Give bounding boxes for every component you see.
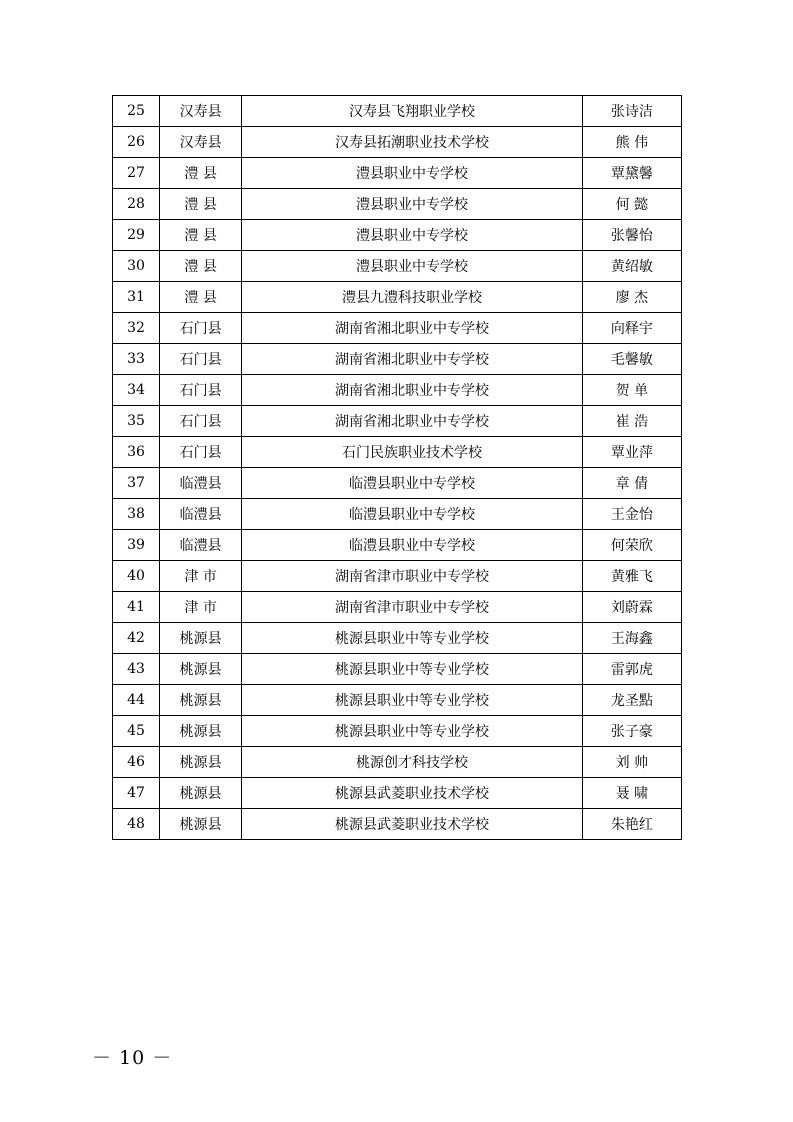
row-number: 31 [113, 282, 160, 313]
county-cell: 桃源县 [160, 778, 242, 809]
table-row [113, 747, 682, 778]
row-number: 44 [113, 685, 160, 716]
row-number: 48 [113, 809, 160, 840]
school-cell: 澧县职业中专学校 [242, 251, 583, 282]
county-cell: 桃源县 [160, 685, 242, 716]
school-cell: 桃源创才科技学校 [242, 747, 583, 778]
table-row [113, 437, 682, 468]
table-body [113, 96, 682, 840]
student-name-cell: 贺 单 [582, 375, 681, 406]
table-row [113, 592, 682, 623]
table-row [113, 96, 682, 127]
row-number: 34 [113, 375, 160, 406]
county-cell: 桃源县 [160, 716, 242, 747]
student-name-cell: 刘蔚霖 [582, 592, 681, 623]
student-name-cell: 黄雅飞 [582, 561, 681, 592]
table-row [113, 158, 682, 189]
page-number: － 10 － [92, 1047, 173, 1069]
student-name-cell: 向释宇 [582, 313, 681, 344]
student-name-cell: 何 懿 [582, 189, 681, 220]
student-name-cell: 张馨怡 [582, 220, 681, 251]
student-name-cell: 张子豪 [582, 716, 681, 747]
county-cell: 临澧县 [160, 499, 242, 530]
row-number: 46 [113, 747, 160, 778]
student-name-cell: 龙圣點 [582, 685, 681, 716]
row-number: 42 [113, 623, 160, 654]
student-name-cell: 熊 伟 [582, 127, 681, 158]
school-cell: 澧县职业中专学校 [242, 189, 583, 220]
county-cell: 澧 县 [160, 189, 242, 220]
county-cell: 石门县 [160, 437, 242, 468]
row-number: 43 [113, 654, 160, 685]
county-cell: 澧 县 [160, 158, 242, 189]
table-row [113, 530, 682, 561]
student-name-cell: 毛馨敏 [582, 344, 681, 375]
county-cell: 澧 县 [160, 220, 242, 251]
county-cell: 石门县 [160, 344, 242, 375]
row-number: 38 [113, 499, 160, 530]
school-cell: 汉寿县拓潮职业技术学校 [242, 127, 583, 158]
school-cell: 湖南省津市职业中专学校 [242, 592, 583, 623]
table-row [113, 623, 682, 654]
school-cell: 湖南省湘北职业中专学校 [242, 375, 583, 406]
school-cell: 湖南省湘北职业中专学校 [242, 406, 583, 437]
row-number: 41 [113, 592, 160, 623]
student-name-cell: 章 倩 [582, 468, 681, 499]
county-cell: 汉寿县 [160, 127, 242, 158]
row-number: 45 [113, 716, 160, 747]
row-number: 35 [113, 406, 160, 437]
table-row [113, 468, 682, 499]
school-cell: 桃源县职业中等专业学校 [242, 716, 583, 747]
row-number: 32 [113, 313, 160, 344]
student-name-cell: 朱艳红 [582, 809, 681, 840]
county-cell: 桃源县 [160, 747, 242, 778]
school-cell: 桃源县职业中等专业学校 [242, 623, 583, 654]
student-name-cell: 黄绍敏 [582, 251, 681, 282]
county-cell: 临澧县 [160, 468, 242, 499]
county-cell: 桃源县 [160, 809, 242, 840]
row-number: 40 [113, 561, 160, 592]
table-row [113, 654, 682, 685]
school-cell: 桃源县武菱职业技术学校 [242, 809, 583, 840]
school-cell: 临澧县职业中专学校 [242, 530, 583, 561]
row-number: 33 [113, 344, 160, 375]
school-cell: 石门民族职业技术学校 [242, 437, 583, 468]
row-number: 25 [113, 96, 160, 127]
county-cell: 澧 县 [160, 282, 242, 313]
table-row [113, 344, 682, 375]
table-row [113, 809, 682, 840]
row-number: 36 [113, 437, 160, 468]
student-name-cell: 覃黛馨 [582, 158, 681, 189]
student-name-cell: 刘 帅 [582, 747, 681, 778]
school-cell: 澧县九澧科技职业学校 [242, 282, 583, 313]
county-cell: 桃源县 [160, 623, 242, 654]
table-row [113, 189, 682, 220]
county-cell: 临澧县 [160, 530, 242, 561]
table-row [113, 282, 682, 313]
table-row [113, 716, 682, 747]
table-row [113, 127, 682, 158]
school-cell: 湖南省湘北职业中专学校 [242, 313, 583, 344]
table-row [113, 406, 682, 437]
row-number: 29 [113, 220, 160, 251]
student-name-cell: 聂 啸 [582, 778, 681, 809]
table-row [113, 499, 682, 530]
student-name-cell: 廖 杰 [582, 282, 681, 313]
student-name-cell: 雷郭虎 [582, 654, 681, 685]
school-cell: 湖南省津市职业中专学校 [242, 561, 583, 592]
student-name-cell: 覃业萍 [582, 437, 681, 468]
school-cell: 桃源县职业中等专业学校 [242, 654, 583, 685]
school-cell: 汉寿县飞翔职业学校 [242, 96, 583, 127]
county-cell: 津 市 [160, 592, 242, 623]
county-cell: 汉寿县 [160, 96, 242, 127]
student-name-cell: 何荣欣 [582, 530, 681, 561]
row-number: 27 [113, 158, 160, 189]
award-list-table [112, 95, 682, 840]
county-cell: 石门县 [160, 313, 242, 344]
row-number: 47 [113, 778, 160, 809]
school-cell: 临澧县职业中专学校 [242, 468, 583, 499]
school-cell: 临澧县职业中专学校 [242, 499, 583, 530]
student-name-cell: 张诗洁 [582, 96, 681, 127]
student-name-cell: 王海鑫 [582, 623, 681, 654]
table-row [113, 251, 682, 282]
school-cell: 桃源县职业中等专业学校 [242, 685, 583, 716]
county-cell: 石门县 [160, 406, 242, 437]
row-number: 30 [113, 251, 160, 282]
school-cell: 桃源县武菱职业技术学校 [242, 778, 583, 809]
county-cell: 桃源县 [160, 654, 242, 685]
county-cell: 澧 县 [160, 251, 242, 282]
table-row [113, 778, 682, 809]
row-number: 26 [113, 127, 160, 158]
school-cell: 澧县职业中专学校 [242, 220, 583, 251]
county-cell: 石门县 [160, 375, 242, 406]
county-cell: 津 市 [160, 561, 242, 592]
student-name-cell: 王金怡 [582, 499, 681, 530]
row-number: 28 [113, 189, 160, 220]
table-row [113, 685, 682, 716]
school-cell: 澧县职业中专学校 [242, 158, 583, 189]
row-number: 37 [113, 468, 160, 499]
school-cell: 湖南省湘北职业中专学校 [242, 344, 583, 375]
table-row [113, 220, 682, 251]
row-number: 39 [113, 530, 160, 561]
table-row [113, 561, 682, 592]
table-row [113, 375, 682, 406]
table-row [113, 313, 682, 344]
student-name-cell: 崔 浩 [582, 406, 681, 437]
